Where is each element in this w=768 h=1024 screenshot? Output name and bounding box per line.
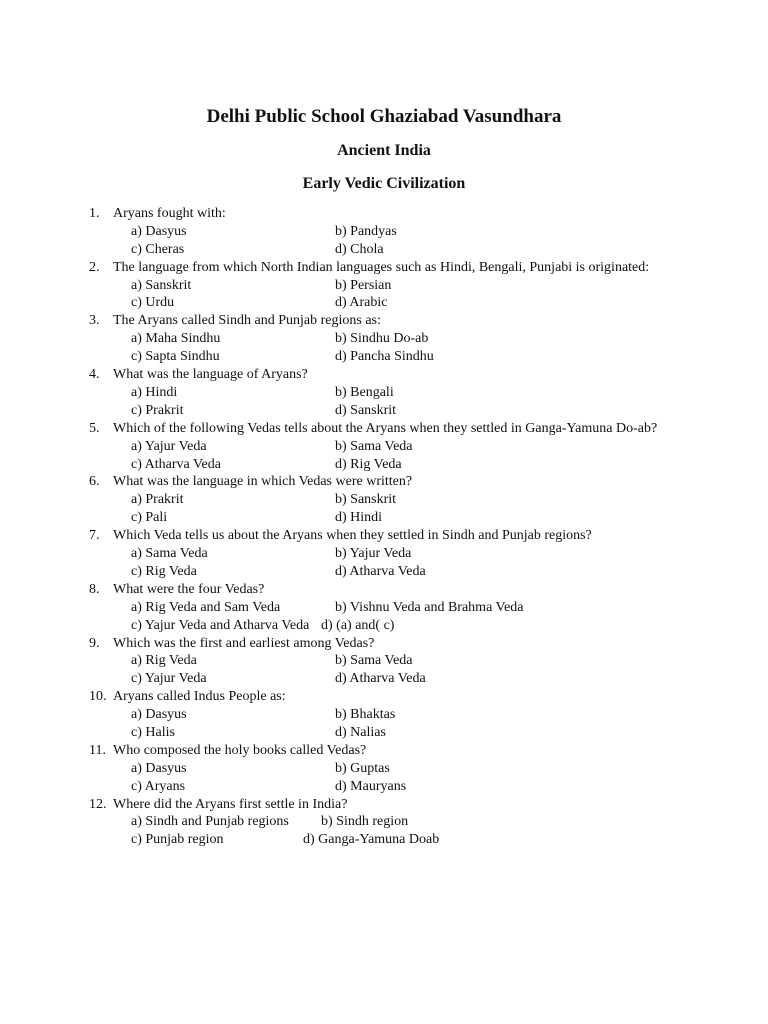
question-text: Which was the first and earliest among Vedas? xyxy=(113,635,375,651)
question-number: 1. xyxy=(89,206,100,221)
question-item xyxy=(89,205,689,259)
option: d) Chola xyxy=(335,241,384,257)
question-item xyxy=(89,688,689,742)
question-number: 4. xyxy=(89,367,100,383)
option: d) Arabic xyxy=(335,295,388,311)
question-number: 11. xyxy=(89,742,106,758)
option: a) Sanskrit xyxy=(131,277,192,293)
option: a) Prakrit xyxy=(131,492,184,508)
option: c) Atharva Veda xyxy=(131,456,221,472)
options xyxy=(113,599,689,635)
question-number: 10. xyxy=(89,689,107,705)
option: d) (a) and( c) xyxy=(321,617,395,633)
question-text: Who composed the holy books called Vedas? xyxy=(113,742,367,758)
option: b) Sindhu Do-ab xyxy=(335,331,429,347)
question-item xyxy=(89,473,689,527)
option: c) Aryans xyxy=(131,778,186,794)
option: a) Rig Veda and Sam Veda xyxy=(131,599,281,615)
option: a) Dasyus xyxy=(131,707,187,723)
question-text: Aryans called Indus People as: xyxy=(113,689,286,705)
question-text: Aryans fought with: xyxy=(113,206,226,221)
options xyxy=(113,760,689,796)
question-item xyxy=(89,420,689,474)
option: a) Maha Sindhu xyxy=(131,331,221,347)
option: b) Bengali xyxy=(335,384,394,400)
option: c) Halis xyxy=(131,724,175,740)
option: a) Sindh and Punjab regions xyxy=(131,814,289,830)
question-item xyxy=(89,581,689,635)
option: a) Dasyus xyxy=(131,760,187,776)
options xyxy=(113,491,689,527)
options xyxy=(113,813,689,849)
option: d) Sanskrit xyxy=(335,402,397,418)
option: b) Yajur Veda xyxy=(335,546,412,562)
option: c) Urdu xyxy=(131,295,175,311)
option: c) Prakrit xyxy=(131,402,184,418)
option: b) Persian xyxy=(335,277,392,293)
question-number: 2. xyxy=(89,259,100,275)
question-text: What was the language of Aryans? xyxy=(113,367,308,383)
option: b) Sanskrit xyxy=(335,492,397,508)
option: d) Rig Veda xyxy=(335,456,402,472)
options xyxy=(113,384,689,420)
option: b) Pandyas xyxy=(335,223,397,239)
option: c) Sapta Sindhu xyxy=(131,349,220,365)
option: b) Vishnu Veda and Brahma Veda xyxy=(335,599,524,615)
option: c) Pali xyxy=(131,510,168,526)
question-number: 12. xyxy=(89,796,107,812)
question-item xyxy=(89,796,689,850)
question-text: Which Veda tells us about the Aryans when they settled in Sindh and Punjab regions? xyxy=(113,528,592,544)
option: a) Sama Veda xyxy=(131,546,208,562)
question-number: 5. xyxy=(89,420,100,436)
option: c) Rig Veda xyxy=(131,563,197,579)
subject-title: Ancient India xyxy=(337,142,431,159)
question-text: What were the four Vedas? xyxy=(113,581,265,597)
question-item xyxy=(89,635,689,689)
option: d) Ganga-Yamuna Doab xyxy=(303,832,440,848)
options xyxy=(113,706,689,742)
option: a) Hindi xyxy=(131,384,178,400)
options xyxy=(113,223,689,259)
question-item xyxy=(89,366,689,420)
option: b) Bhaktas xyxy=(335,707,396,723)
options xyxy=(113,277,689,313)
question-text: Where did the Aryans first settle in India? xyxy=(113,796,348,812)
option: b) Sama Veda xyxy=(335,653,413,669)
option: b) Sindh region xyxy=(321,814,409,830)
option: d) Atharva Veda xyxy=(335,671,426,687)
option: b) Sama Veda xyxy=(335,438,413,454)
question-number: 9. xyxy=(89,635,100,651)
option: c) Yajur Veda xyxy=(131,671,207,687)
option: c) Yajur Veda and Atharva Veda xyxy=(131,617,310,633)
option: a) Dasyus xyxy=(131,223,187,239)
option: b) Guptas xyxy=(335,760,390,776)
question-text: The Aryans called Sindh and Punjab regions as: xyxy=(113,313,381,329)
question-text: Which of the following Vedas tells about the Aryans when they settled in Ganga-Yamuna Do-ab? xyxy=(113,420,658,436)
options xyxy=(113,438,689,474)
option: a) Rig Veda xyxy=(131,653,197,669)
options xyxy=(113,330,689,366)
question-number: 3. xyxy=(89,313,100,329)
school-name: Delhi Public School Ghaziabad Vasundhara xyxy=(206,106,562,127)
question-number: 7. xyxy=(89,528,100,544)
question-item xyxy=(89,259,689,313)
option: d) Nalias xyxy=(335,724,386,740)
question-text: What was the language in which Vedas were written? xyxy=(113,474,413,490)
question-item xyxy=(89,312,689,366)
question-list xyxy=(89,205,689,849)
question-item xyxy=(89,527,689,581)
option: a) Yajur Veda xyxy=(131,438,207,454)
question-text: The language from which North Indian languages such as Hindi, Bengali, Punjabi is originated: xyxy=(113,259,650,275)
options xyxy=(113,545,689,581)
question-number: 6. xyxy=(89,474,100,490)
option: c) Cheras xyxy=(131,241,185,257)
option: d) Mauryans xyxy=(335,778,407,794)
question-number: 8. xyxy=(89,581,100,597)
option: d) Pancha Sindhu xyxy=(335,349,434,365)
option: d) Atharva Veda xyxy=(335,563,426,579)
topic-title: Early Vedic Civilization xyxy=(302,175,466,192)
option: c) Punjab region xyxy=(131,832,224,848)
option: d) Hindi xyxy=(335,510,383,526)
options xyxy=(113,652,689,688)
question-item xyxy=(89,742,689,796)
